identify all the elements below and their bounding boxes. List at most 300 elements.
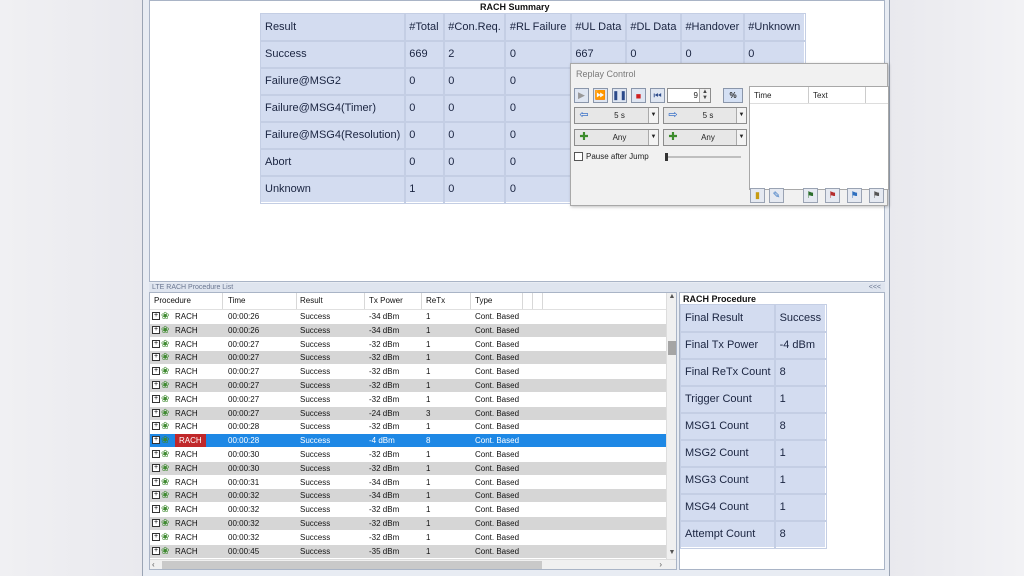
column-divider[interactable]	[865, 87, 866, 103]
procedure-cell-name: RACH	[175, 408, 198, 418]
summary-cell: Unknown	[261, 176, 405, 203]
procedure-cell-tx: -32 dBm	[369, 519, 400, 528]
detail-label: Final Tx Power	[681, 332, 776, 359]
procedure-row[interactable]	[150, 489, 666, 502]
summary-cell: 0	[405, 95, 444, 122]
procedure-cell-type: Cont. Based	[475, 325, 520, 335]
procedure-row[interactable]	[150, 531, 666, 544]
procedure-cell-result: Success	[300, 353, 331, 363]
procedure-cell-name: RACH	[175, 312, 198, 321]
procedure-cell-tx: -32 dBm	[369, 367, 400, 377]
procedure-row[interactable]	[150, 351, 666, 364]
detail-label: MSG4 Count	[681, 494, 776, 521]
play-icon[interactable]: ▶	[574, 88, 589, 103]
expand-icon[interactable]: +	[153, 436, 159, 444]
background-right	[890, 0, 1024, 576]
scroll-right-icon[interactable]: ›	[659, 560, 662, 569]
procedure-cell-retx: 1	[426, 353, 431, 363]
stop-icon[interactable]: ■	[631, 88, 646, 103]
procedure-icon: ❀	[161, 476, 170, 488]
jump-forward-interval[interactable]	[663, 107, 747, 124]
procedure-cell-type: Cont. Based	[475, 394, 520, 404]
procedure-cell-result: Success	[300, 532, 331, 542]
summary-cell: 0	[681, 41, 744, 68]
procedure-row[interactable]	[150, 393, 666, 406]
summary-cell: #Handover	[681, 14, 744, 41]
procedure-icon: ❀	[161, 504, 170, 516]
procedure-cell-name: RACH	[175, 532, 198, 542]
procedure-cell-tx: -32 dBm	[369, 463, 400, 473]
expand-icon[interactable]: +	[153, 312, 159, 319]
procedure-cell-retx: 1	[426, 491, 431, 501]
procedure-cell-time: 00:00:27	[228, 408, 260, 418]
summary-cell: 0	[405, 68, 444, 95]
procedure-cell-time: 00:00:26	[228, 325, 260, 335]
column-divider[interactable]	[296, 293, 297, 309]
summary-cell: Abort	[261, 149, 405, 176]
procedure-cell-time: 00:00:45	[228, 546, 260, 556]
expand-icon[interactable]: +	[153, 422, 159, 430]
procedure-cell-type: Cont. Based	[475, 532, 520, 542]
expand-icon[interactable]: +	[153, 491, 159, 499]
procedure-cell-type: Cont. Based	[475, 463, 520, 473]
procedure-cell-type: Cont. Based	[475, 312, 520, 321]
expand-icon[interactable]: +	[153, 339, 159, 347]
procedure-cell-name: RACH	[175, 519, 198, 528]
detail-value: 8	[775, 413, 826, 440]
procedure-cell-retx: 1	[426, 381, 431, 390]
procedure-cell-result: Success	[300, 505, 331, 515]
procedure-row[interactable]	[150, 338, 666, 351]
detail-label: Final ReTx Count	[681, 359, 776, 386]
procedure-cell-time: 00:00:28	[228, 422, 260, 432]
summary-cell: 0	[444, 68, 506, 95]
procedure-icon: ❀	[161, 449, 170, 460]
chevron-down-icon[interactable]: ▼	[648, 108, 658, 123]
edit-icon[interactable]: ✎	[769, 188, 784, 203]
procedure-list	[149, 292, 677, 570]
expand-icon[interactable]: +	[153, 353, 159, 361]
procedure-cell-name: RACH	[175, 477, 198, 487]
summary-cell: 0	[505, 176, 570, 203]
procedure-cell-name: RACH	[175, 546, 198, 556]
procedure-cell-result: Success	[300, 450, 331, 459]
detail-row	[681, 359, 826, 386]
procedure-cell-time: 00:00:26	[228, 312, 260, 321]
column-divider[interactable]	[364, 293, 365, 309]
rach-procedure-title: RACH Procedure	[683, 294, 757, 304]
procedure-icon: ❀	[161, 407, 170, 419]
procedure-cell-type: Cont. Based	[475, 353, 520, 363]
replay-slider-thumb[interactable]	[665, 153, 668, 161]
procedure-cell-name: RACH	[175, 325, 198, 335]
procedure-cell-time: 00:00:27	[228, 367, 260, 377]
procedure-row[interactable]	[150, 420, 666, 433]
scroll-up-icon[interactable]: ▲	[668, 293, 676, 300]
procedure-cell-name: RACH	[175, 394, 198, 404]
procedure-icon: ❀	[161, 352, 170, 364]
procedure-cell-tx: -34 dBm	[369, 312, 400, 321]
expand-icon[interactable]: +	[153, 408, 159, 416]
col-time[interactable]: Time	[228, 296, 246, 305]
procedure-cell-tx: -32 dBm	[369, 353, 400, 363]
procedure-icon: ❀	[161, 393, 170, 405]
expand-icon[interactable]: +	[153, 325, 159, 333]
summary-cell: Success	[261, 41, 405, 68]
detail-label: Trigger Count	[681, 386, 776, 413]
pause-after-jump-checkbox[interactable]	[574, 152, 583, 161]
procedure-cell-name: RACH	[175, 381, 198, 390]
procedure-row[interactable]	[150, 503, 666, 516]
expand-icon[interactable]: +	[153, 477, 159, 485]
expand-icon[interactable]: +	[153, 394, 159, 402]
procedure-cell-tx: -24 dBm	[369, 408, 400, 418]
procedure-cell-name: RACH	[175, 422, 198, 432]
procedure-row[interactable]	[150, 324, 666, 337]
procedure-cell-time: 00:00:28	[228, 436, 260, 446]
chevron-down-icon[interactable]: ▼	[648, 130, 658, 145]
procedure-row[interactable]	[150, 365, 666, 378]
column-divider[interactable]	[522, 293, 523, 309]
detail-value: -4 dBm	[775, 332, 826, 359]
rewind-start-icon[interactable]: ⏮	[650, 88, 665, 103]
summary-cell: 0	[505, 41, 570, 68]
detail-value: 1	[775, 467, 826, 494]
jump-back-filter[interactable]	[574, 129, 659, 146]
procedure-icon: ❀	[161, 338, 170, 350]
procedure-cell-name: RACH	[175, 353, 198, 363]
col-result[interactable]: Result	[300, 296, 323, 305]
pause-after-jump-label: Pause after Jump	[586, 152, 649, 161]
summary-cell: Failure@MSG4(Timer)	[261, 95, 405, 122]
spinner-arrows-icon[interactable]: ▲ ▼	[699, 89, 710, 102]
detail-value: 1	[775, 386, 826, 413]
procedure-cell-name: RACH	[175, 339, 198, 349]
procedure-cell-time: 00:00:30	[228, 450, 260, 459]
summary-cell: 0	[444, 149, 506, 176]
procedure-cell-name: RACH	[175, 367, 198, 377]
summary-cell: Failure@MSG4(Resolution)	[261, 122, 405, 149]
procedure-cell-retx: 1	[426, 519, 431, 528]
procedure-cell-tx: -34 dBm	[369, 325, 400, 335]
column-divider[interactable]	[532, 293, 533, 309]
procedure-row[interactable]	[150, 407, 666, 420]
summary-cell: 2	[444, 41, 506, 68]
chevron-down-icon[interactable]: ▼	[736, 130, 746, 145]
procedure-cell-name: RACH	[175, 434, 206, 447]
procedure-cell-result: Success	[300, 422, 331, 432]
procedure-cell-tx: -34 dBm	[369, 477, 400, 487]
procedure-cell-time: 00:00:32	[228, 505, 260, 515]
procedure-icon: ❀	[161, 531, 170, 543]
procedure-cell-time: 00:00:27	[228, 381, 260, 390]
detail-row	[681, 305, 826, 332]
replay-event-list	[749, 86, 889, 190]
jump-forward-interval-value: 5 s	[702, 111, 714, 120]
summary-cell: 0	[405, 122, 444, 149]
procedure-cell-tx: -32 dBm	[369, 450, 400, 459]
summary-cell: #RL Failure	[505, 14, 570, 41]
procedure-cell-time: 00:00:27	[228, 339, 260, 349]
detail-value: Success	[775, 305, 826, 332]
procedure-icon: ❀	[161, 490, 170, 502]
procedure-cell-result: Success	[300, 325, 331, 335]
procedure-cell-retx: 8	[426, 436, 431, 446]
procedure-row[interactable]	[150, 310, 666, 323]
summary-cell: 0	[505, 68, 570, 95]
expand-icon[interactable]: +	[153, 381, 159, 388]
procedure-cell-time: 00:00:30	[228, 463, 260, 473]
rach-procedure-pane	[679, 292, 885, 570]
detail-row	[681, 413, 826, 440]
summary-cell: 0	[444, 95, 506, 122]
rach-procedure-table	[680, 304, 826, 548]
detail-label: MSG3 Count	[681, 467, 776, 494]
detail-row	[681, 440, 826, 467]
summary-cell: #UL Data	[571, 14, 626, 41]
procedure-cell-tx: -32 dBm	[369, 505, 400, 515]
procedure-cell-name: RACH	[175, 463, 198, 473]
procedure-cell-result: Success	[300, 367, 331, 377]
summary-cell: 1	[405, 176, 444, 203]
detail-row	[681, 386, 826, 413]
procedure-cell-retx: 1	[426, 325, 431, 335]
procedure-cell-retx: 1	[426, 463, 431, 473]
scroll-down-icon[interactable]: ▼	[668, 549, 676, 556]
summary-cell: Failure@MSG2	[261, 68, 405, 95]
detail-value: 8	[775, 521, 826, 548]
procedure-cell-type: Cont. Based	[475, 408, 520, 418]
col-retx[interactable]: ReTx	[426, 296, 446, 305]
procedure-cell-result: Success	[300, 381, 331, 390]
procedure-row[interactable]	[150, 517, 666, 530]
procedure-row[interactable]	[150, 379, 666, 392]
procedure-icon: ❀	[161, 545, 170, 557]
vscroll-thumb[interactable]	[668, 341, 676, 355]
summary-cell: #Unknown	[744, 14, 805, 41]
summary-cell: #Con.Req.	[444, 14, 506, 41]
procedure-cell-tx: -4 dBm	[369, 436, 395, 446]
procedure-cell-retx: 1	[426, 312, 431, 321]
procedure-icon: ❀	[161, 324, 170, 336]
jump-back-filter-value: Any	[612, 133, 627, 142]
rach-summary-title: RACH Summary	[480, 2, 550, 12]
procedure-cell-result: Success	[300, 394, 331, 404]
procedure-cell-tx: -32 dBm	[369, 394, 400, 404]
procedure-cell-time: 00:00:32	[228, 491, 260, 501]
procedure-cell-type: Cont. Based	[475, 339, 520, 349]
pause-icon[interactable]: ❚❚	[612, 88, 627, 103]
procedure-cell-type: Cont. Based	[475, 367, 520, 377]
procedure-cell-retx: 1	[426, 367, 431, 377]
scroll-left-icon[interactable]: ‹	[152, 560, 155, 569]
procedure-cell-retx: 1	[426, 477, 431, 487]
procedure-cell-time: 00:00:31	[228, 477, 260, 487]
open-icon[interactable]: ▮	[750, 188, 765, 203]
procedure-cell-result: Success	[300, 312, 331, 321]
expand-icon[interactable]: +	[153, 546, 159, 554]
summary-header-row	[261, 14, 805, 41]
replay-control-title: Replay Control	[576, 69, 636, 79]
procedure-cell-tx: -32 dBm	[369, 532, 400, 542]
procedure-row[interactable]	[150, 434, 666, 447]
procedure-cell-type: Cont. Based	[475, 505, 520, 515]
procedure-cell-tx: -32 dBm	[369, 381, 400, 390]
procedure-cell-retx: 1	[426, 532, 431, 542]
replay-slider-track[interactable]	[665, 156, 741, 158]
column-divider[interactable]	[470, 293, 471, 309]
procedure-row[interactable]	[150, 476, 666, 489]
detail-row	[681, 494, 826, 521]
procedure-icon: ❀	[161, 518, 170, 529]
detail-row	[681, 332, 826, 359]
procedure-cell-type: Cont. Based	[475, 436, 520, 446]
column-divider[interactable]	[542, 293, 543, 309]
procedure-cell-tx: -32 dBm	[369, 422, 400, 432]
summary-cell: 0	[444, 122, 506, 149]
summary-cell: 0	[626, 41, 681, 68]
arrow-left-icon: ⇦	[579, 109, 589, 121]
summary-cell: 0	[505, 122, 570, 149]
procedure-icon: ❀	[161, 421, 170, 433]
arrow-right-icon: ⇨	[668, 109, 678, 121]
summary-cell: 0	[505, 95, 570, 122]
summary-cell: 0	[744, 41, 805, 68]
procedure-cell-type: Cont. Based	[475, 546, 520, 556]
procedure-cell-result: Success	[300, 477, 331, 487]
summary-cell: 0	[405, 149, 444, 176]
procedure-cell-time: 00:00:32	[228, 519, 260, 528]
bookmark-add-icon[interactable]: ⚑	[803, 188, 818, 203]
bookmark-prev-icon[interactable]: ⚑	[847, 188, 862, 203]
procedure-cell-retx: 1	[426, 339, 431, 349]
procedure-cell-result: Success	[300, 519, 331, 528]
detail-label: MSG2 Count	[681, 440, 776, 467]
percent-button[interactable]: %	[723, 88, 743, 103]
summary-cell: 0	[444, 176, 506, 203]
procedure-cell-retx: 1	[426, 546, 431, 556]
column-divider[interactable]	[421, 293, 422, 309]
procedure-list-strip	[149, 283, 885, 292]
summary-cell: #DL Data	[626, 14, 681, 41]
procedure-cell-type: Cont. Based	[475, 491, 520, 501]
procedure-cell-result: Success	[300, 408, 331, 418]
expand-icon[interactable]: +	[153, 367, 159, 375]
summary-cell: #Total	[405, 14, 444, 41]
procedure-icon: ❀	[161, 311, 170, 322]
expand-icon[interactable]: +	[153, 463, 159, 471]
col-type[interactable]: Type	[475, 296, 493, 305]
filter-forward-icon: ✚	[668, 131, 678, 143]
procedure-cell-name: RACH	[175, 491, 198, 501]
procedure-list-header	[150, 293, 666, 310]
col-event-text[interactable]: Text	[813, 91, 828, 100]
hscroll-thumb[interactable]	[162, 561, 542, 569]
step-value: 9	[693, 91, 698, 100]
procedure-cell-name: RACH	[175, 450, 198, 459]
procedure-list-vscrollbar[interactable]	[666, 293, 677, 559]
detail-label: MSG1 Count	[681, 413, 776, 440]
col-procedure[interactable]: Procedure	[154, 296, 191, 305]
detail-value: 1	[775, 494, 826, 521]
procedure-cell-tx: -34 dBm	[369, 491, 400, 501]
procedure-cell-time: 00:00:32	[228, 532, 260, 542]
procedure-cell-name: RACH	[175, 505, 198, 515]
procedure-icon: ❀	[161, 462, 170, 474]
procedure-cell-result: Success	[300, 546, 331, 556]
detail-label: Final Result	[681, 305, 776, 332]
summary-cell: 0	[505, 149, 570, 176]
procedure-cell-tx: -32 dBm	[369, 339, 400, 349]
procedure-cell-type: Cont. Based	[475, 422, 520, 432]
summary-cell: 667	[571, 41, 626, 68]
detail-value: 8	[775, 359, 826, 386]
procedure-cell-type: Cont. Based	[475, 450, 520, 459]
procedure-icon: ❀	[161, 366, 170, 378]
procedure-cell-result: Success	[300, 436, 331, 446]
collapse-button[interactable]: <<<	[868, 284, 881, 291]
procedure-row[interactable]	[150, 462, 666, 475]
summary-cell: Result	[261, 14, 405, 41]
background-left	[0, 0, 142, 576]
jump-forward-filter-value: Any	[701, 133, 715, 142]
procedure-icon: ❀	[161, 435, 170, 447]
detail-row	[681, 467, 826, 494]
detail-row	[681, 521, 826, 548]
expand-icon[interactable]: +	[153, 532, 159, 540]
procedure-cell-time: 00:00:27	[228, 353, 260, 363]
procedure-cell-time: 00:00:27	[228, 394, 260, 404]
col-event-time[interactable]: Time	[754, 91, 772, 100]
procedure-cell-type: Cont. Based	[475, 477, 520, 487]
procedure-cell-tx: -35 dBm	[369, 546, 400, 556]
chevron-down-icon[interactable]: ▼	[736, 108, 746, 123]
procedure-row[interactable]	[150, 545, 666, 558]
replay-event-list-header	[750, 87, 888, 104]
summary-cell: 669	[405, 41, 444, 68]
jump-forward-filter[interactable]	[663, 129, 747, 146]
procedure-list-hscrollbar[interactable]	[150, 559, 676, 570]
procedure-cell-retx: 3	[426, 408, 431, 418]
column-divider[interactable]	[222, 293, 223, 309]
procedure-cell-retx: 1	[426, 422, 431, 432]
column-divider[interactable]	[808, 87, 809, 103]
detail-label: Attempt Count	[681, 521, 776, 548]
replay-control-window	[570, 63, 888, 206]
detail-value: 1	[775, 440, 826, 467]
procedure-row[interactable]	[150, 448, 666, 461]
procedure-cell-retx: 1	[426, 505, 431, 515]
procedure-cell-retx: 1	[426, 394, 431, 404]
col-txpower[interactable]: Tx Power	[369, 296, 403, 305]
procedure-cell-result: Success	[300, 491, 331, 501]
procedure-cell-type: Cont. Based	[475, 381, 520, 390]
procedure-cell-result: Success	[300, 339, 331, 349]
procedure-list-title: LTE RACH Procedure List	[152, 284, 234, 291]
step-forward-icon[interactable]: ⏩	[593, 88, 608, 103]
expand-icon[interactable]: +	[153, 505, 159, 513]
jump-back-interval[interactable]	[574, 107, 659, 124]
filter-back-icon: ✚	[579, 131, 589, 143]
expand-icon[interactable]: +	[153, 519, 159, 526]
bookmark-next-icon[interactable]: ⚑	[869, 188, 884, 203]
expand-icon[interactable]: +	[153, 450, 159, 457]
procedure-cell-retx: 1	[426, 450, 431, 459]
step-spinner[interactable]	[667, 88, 711, 103]
bookmark-remove-icon[interactable]: ⚑	[825, 188, 840, 203]
procedure-icon: ❀	[161, 380, 170, 391]
procedure-cell-result: Success	[300, 463, 331, 473]
